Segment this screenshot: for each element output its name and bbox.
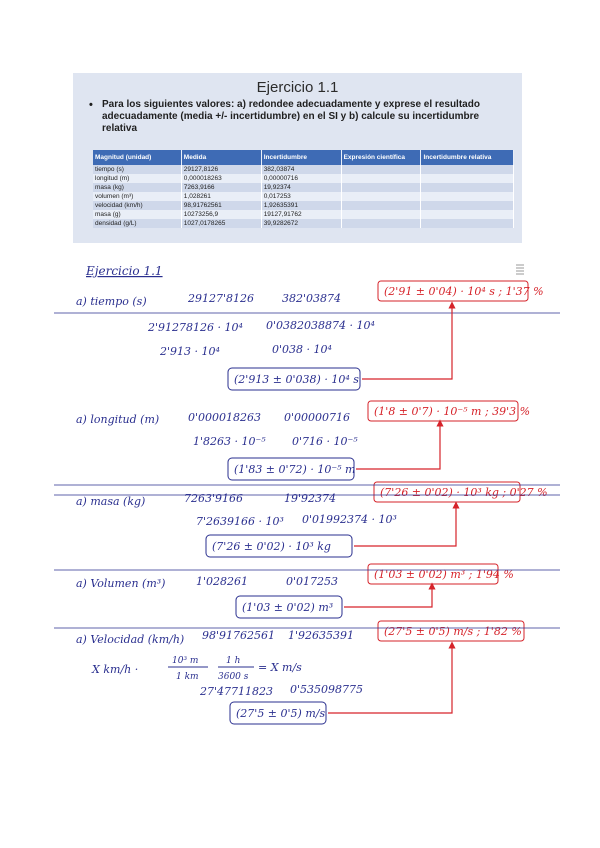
table-cell: 0,000018263 [181,174,261,183]
notes-heading: Ejercicio 1.1 [86,264,163,278]
table-row [93,192,514,201]
table-cell: volumen (m³) [93,192,181,201]
tiempo-raw-value: 29127'8126 [188,292,255,305]
tiempo-rounded-value: 2'913 · 10⁴ [160,345,220,358]
table-cell [341,192,421,201]
table-cell [421,210,514,219]
table-cell: 39,9282672 [261,219,341,228]
table-cell: 10273256,9 [181,210,261,219]
tiempo-answer: (2'91 ± 0'04) · 10⁴ s ; 1'37 % [384,285,544,298]
velocidad-conv-left: X km/h · [92,663,139,676]
table-row [93,201,514,210]
volumen-raw-unc: 0'017253 [286,575,339,588]
table-cell: 98,91762561 [181,201,261,210]
velocidad-frac2-num: 1 h [226,656,241,666]
menu-handle-icon[interactable] [515,262,525,278]
data-table [93,150,514,228]
table-cell: 0,00000716 [261,174,341,183]
table-cell: 29127,8126 [181,165,261,174]
volumen-result: (1'03 ± 0'02) m³ [242,601,334,614]
velocidad-raw-value: 98'91762561 [202,629,276,642]
velocidad-frac1-num: 10³ m [172,656,199,666]
masa-raw-value: 7263'9166 [184,492,244,505]
tiempo-label: a) tiempo (s) [76,295,147,308]
slide-title: Ejercicio 1.1 [256,79,339,96]
table-cell: 382,03874 [261,165,341,174]
table-row [93,210,514,219]
table-cell [421,165,514,174]
longitud-answer: (1'8 ± 0'7) · 10⁻⁵ m ; 39'3 % [374,405,531,418]
masa-result: (7'26 ± 0'02) · 10³ kg [212,540,331,553]
col-header-incertidumbre: Incertidumbre [261,150,341,165]
velocidad-result: (27'5 ± 0'5) m/s [236,707,326,720]
tiempo-raw-unc: 382'03874 [282,292,342,305]
tiempo-sci-value: 2'91278126 · 10⁴ [148,321,243,334]
velocidad-raw-unc: 1'92635391 [288,629,355,642]
masa-label: a) masa (kg) [76,495,146,508]
instructions-text: Para los siguientes valores: a) redondee adecuadamente y exprese el resultado adecuadamente (media +/- incertidumbre) en el SI y b) calcule su incertidumbre relativa [102,99,480,134]
masa-answer: (7'26 ± 0'02) · 10³ kg ; 0'27 % [380,486,548,499]
longitud-raw-unc: 0'00000716 [284,411,351,424]
table-cell: 7263,9166 [181,183,261,192]
table-cell: velocidad (km/h) [93,201,181,210]
table-cell [341,165,421,174]
longitud-label: a) longitud (m) [76,413,160,426]
tiempo-sci-unc: 0'0382038874 · 10⁴ [266,319,375,332]
bullet-icon: • [89,99,93,111]
tiempo-rounded-unc: 0'038 · 10⁴ [272,343,332,356]
velocidad-ms-value: 27'47711823 [200,685,274,698]
masa-raw-unc: 19'92374 [284,492,337,505]
col-header-medida: Medida [181,150,261,165]
velocidad-frac2-den: 3600 s [218,672,249,682]
masa-sci-unc: 0'01992374 · 10³ [302,513,397,526]
table-cell [341,210,421,219]
table-cell [421,174,514,183]
table-cell: masa (kg) [93,183,181,192]
longitud-sci-unc: 0'716 · 10⁻⁵ [292,435,358,448]
table-cell: 19127,91762 [261,210,341,219]
table-cell: 19,92374 [261,183,341,192]
volumen-label: a) Volumen (m³) [76,577,166,590]
table-cell: densidad (g/L) [93,219,181,228]
slide-instructions [89,99,512,135]
table-cell [341,174,421,183]
table-header-row [93,150,514,165]
table-cell [341,201,421,210]
velocidad-label: a) Velocidad (km/h) [76,633,185,646]
longitud-sci-value: 1'8263 · 10⁻⁵ [193,435,266,448]
table-cell: 1,92635391 [261,201,341,210]
col-header-expresion: Expresión científica [341,150,421,165]
masa-sci-value: 7'2639166 · 10³ [196,515,284,528]
table-row [93,165,514,174]
exercise-slide [73,73,522,243]
handwritten-notes [0,255,600,735]
table-cell: 0,017253 [261,192,341,201]
tiempo-result: (2'913 ± 0'038) · 10⁴ s [234,373,359,386]
table-cell [421,201,514,210]
table-cell: longitud (m) [93,174,181,183]
table-cell: 1,028261 [181,192,261,201]
table-row [93,183,514,192]
velocidad-ms-unc: 0'535098775 [290,683,364,696]
table-cell [421,219,514,228]
table-cell [421,192,514,201]
velocidad-frac1-den: 1 km [176,672,199,682]
table-cell [341,183,421,192]
table-cell: tiempo (s) [93,165,181,174]
volumen-answer: (1'03 ± 0'02) m³ ; 1'94 % [374,568,514,581]
col-header-relativa: Incertidumbre relativa [421,150,514,165]
table-row [93,219,514,228]
table-row [93,174,514,183]
velocidad-answer: (27'5 ± 0'5) m/s ; 1'82 % [384,625,522,638]
table-cell [341,219,421,228]
longitud-raw-value: 0'000018263 [188,411,262,424]
volumen-raw-value: 1'028261 [196,575,249,588]
col-header-magnitud: Magnitud (unidad) [93,150,181,165]
velocidad-conv-right: = X m/s [258,661,302,674]
table-cell [421,183,514,192]
table-cell: 1027,0178265 [181,219,261,228]
longitud-result: (1'83 ± 0'72) · 10⁻⁵ m [234,463,356,476]
table-cell: masa (g) [93,210,181,219]
